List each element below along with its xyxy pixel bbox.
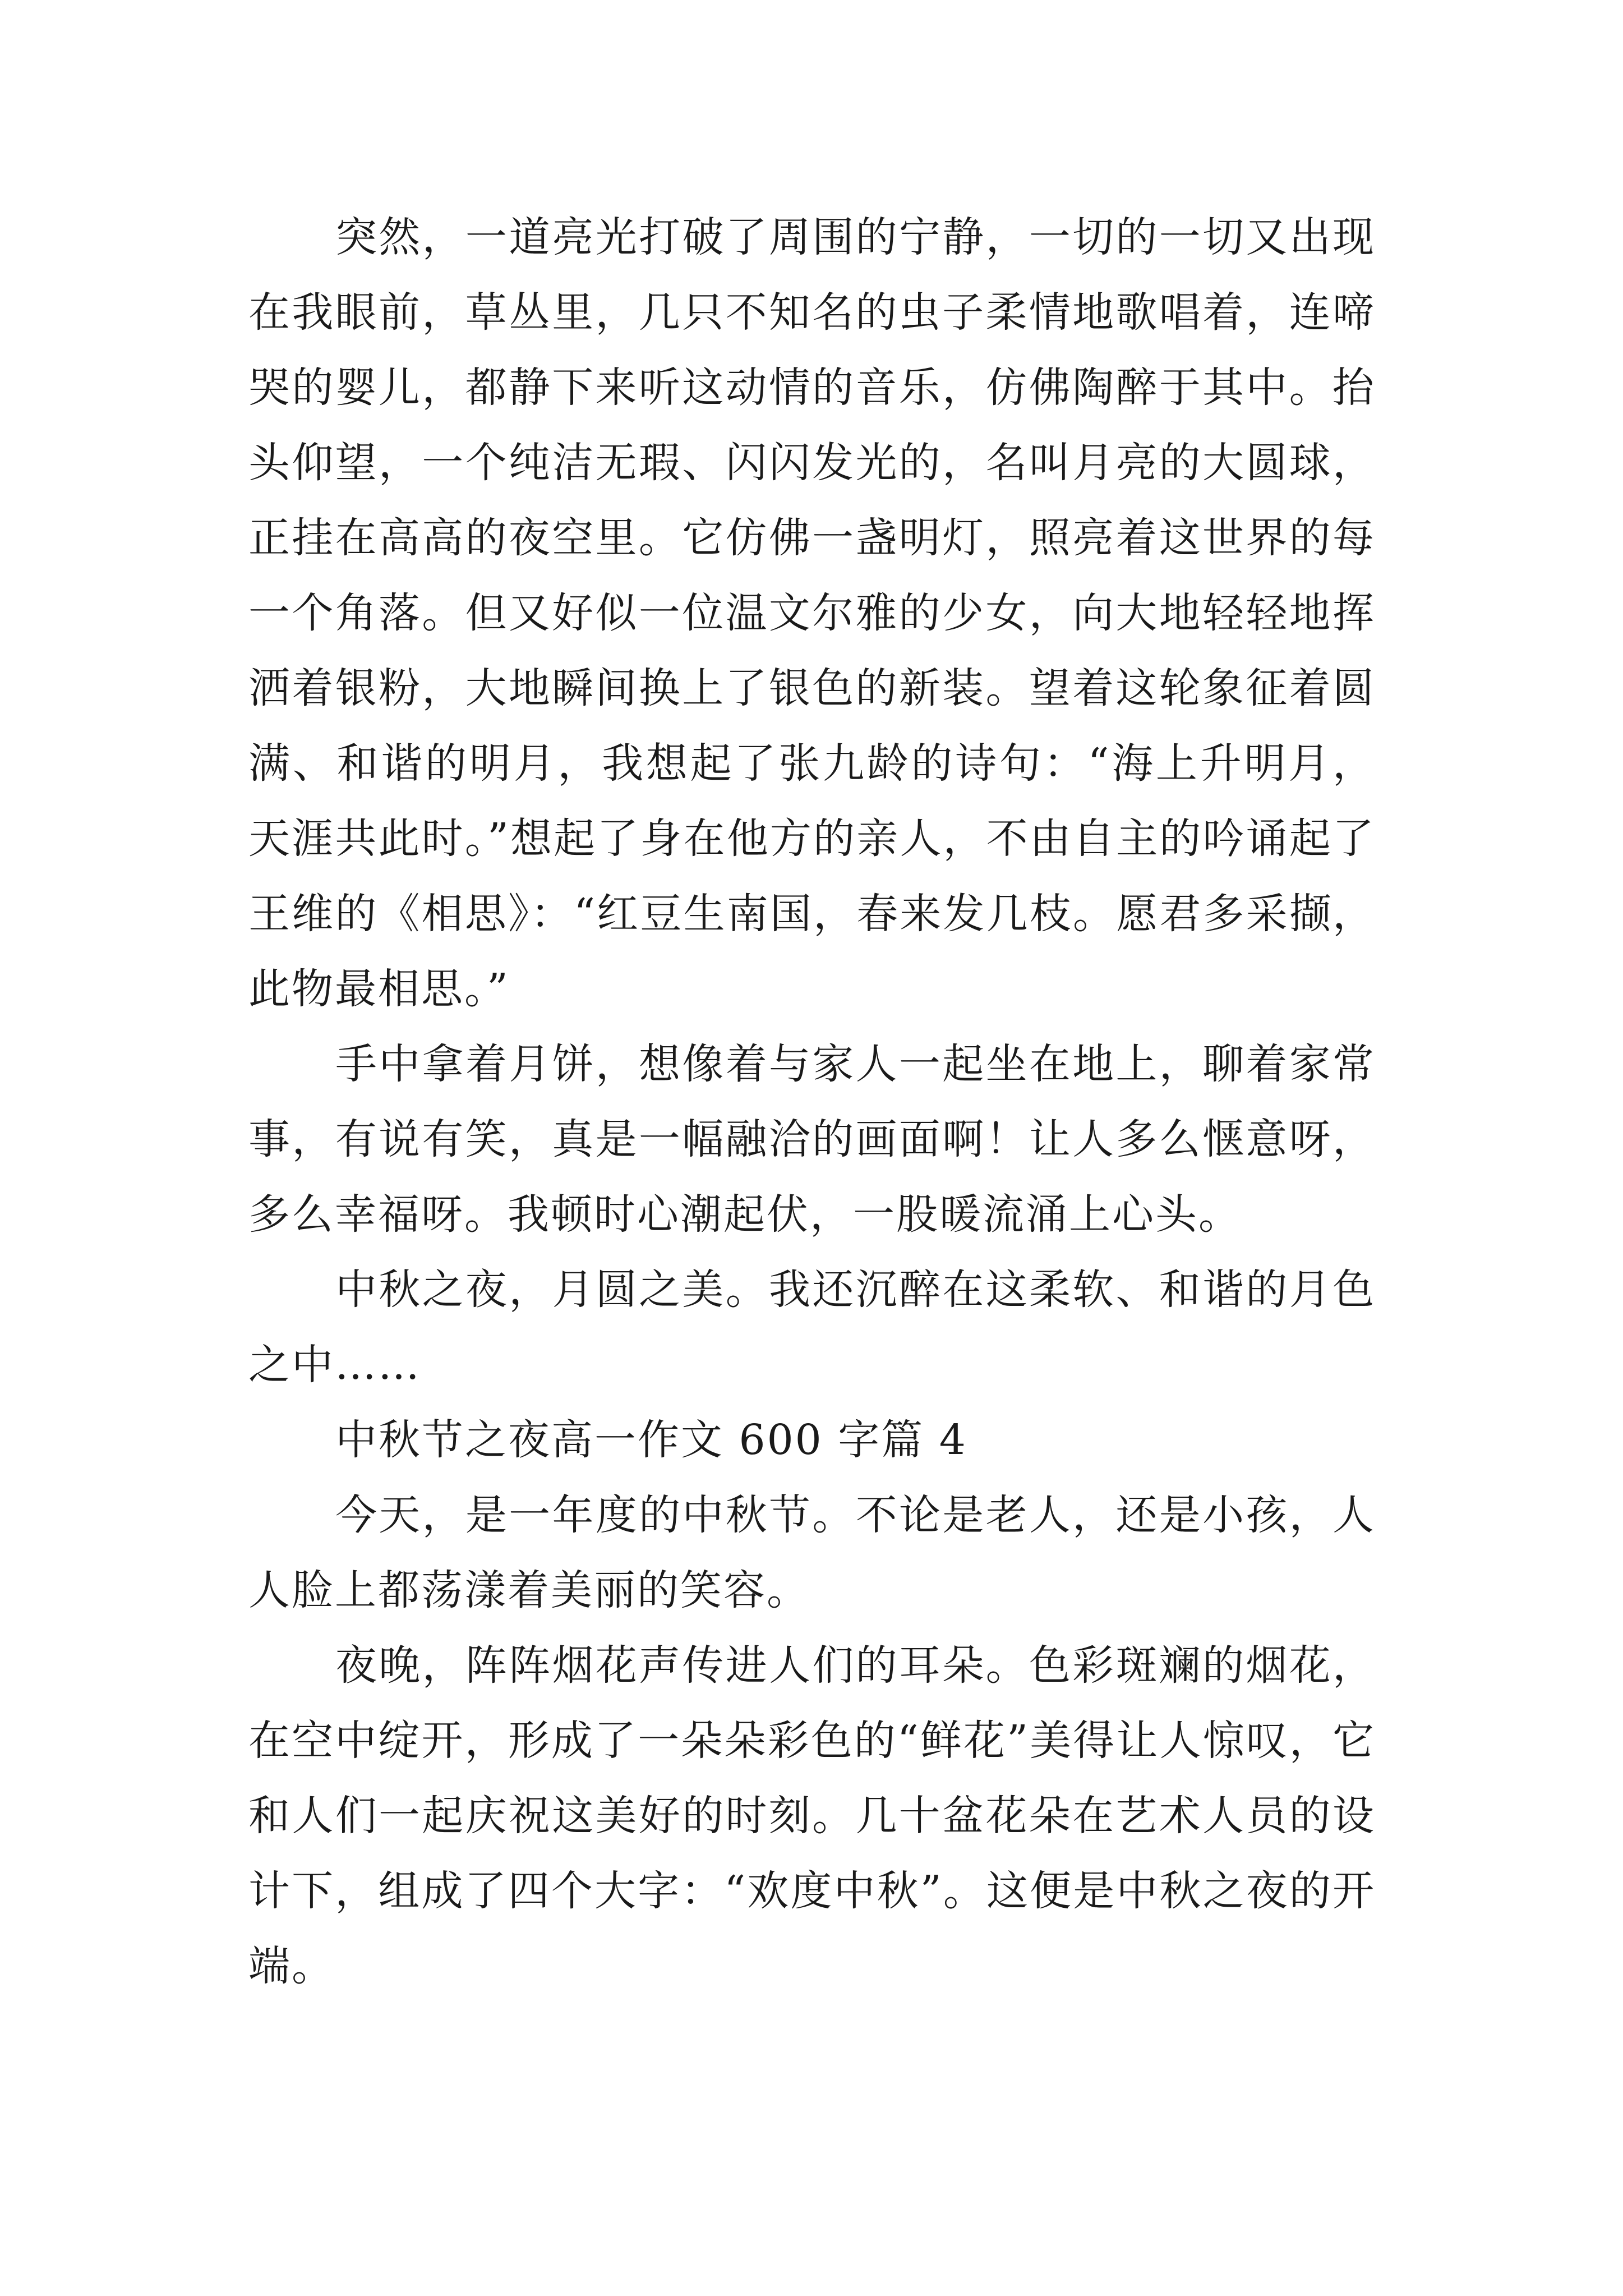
paragraph-moonlight: 突然，一道亮光打破了周围的宁静，一切的一切又出现在我眼前，草丛里，几只不知名的虫子柔情地歌唱着，连啼哭的婴儿，都静下来听这动情的音乐，仿佛陶醉于其中。抬头仰望，一个纯洁无瑕、闪闪发光的，名叫月亮的大圆球，正挂在高高的夜空里。它仿佛一盏明灯，照亮着这世界的每一个角落。但又好似一位温文尔雅的少女，向大地轻轻地挥洒着银粉，大地瞬间换上了银色的新装。望着这轮象征着圆满、和谐的明月，我想起了张九龄的诗句：“海上升明月，天涯共此时。”想起了身在他方的亲人，不由自主的吟诵起了王维的《相思》：“红豆生南国，春来发几枝。愿君多采撷，此物最相思。” <box>248 213 1376 1013</box>
paragraph-mooncake: 手中拿着月饼，想像着与家人一起坐在地上，聊着家常事，有说有笑，真是一幅融洽的画面啊！让人多么惬意呀，多么幸福呀。我顿时心潮起伏，一股暖流涌上心头。 <box>248 1040 1376 1239</box>
body-text <box>248 200 1376 2004</box>
paragraph-today: 今天，是一年度的中秋节。不论是老人，还是小孩，人人脸上都荡漾着美丽的笑容。 <box>248 1491 1376 1614</box>
paragraph-mid-autumn-night: 中秋之夜，月圆之美。我还沉醉在这柔软、和谐的月色之中…… <box>248 1266 1376 1389</box>
section-heading: 中秋节之夜高一作文 600 字篇 4 <box>335 1416 967 1464</box>
paragraph-fireworks: 夜晚，阵阵烟花声传进人们的耳朵。色彩斑斓的烟花，在空中绽开，形成了一朵朵彩色的“鲜花”美得让人惊叹，它和人们一起庆祝这美好的时刻。几十盆花朵在艺术人员的设计下，组成了四个大字：“欢度中秋”。这便是中秋之夜的开端。 <box>248 1641 1376 1990</box>
